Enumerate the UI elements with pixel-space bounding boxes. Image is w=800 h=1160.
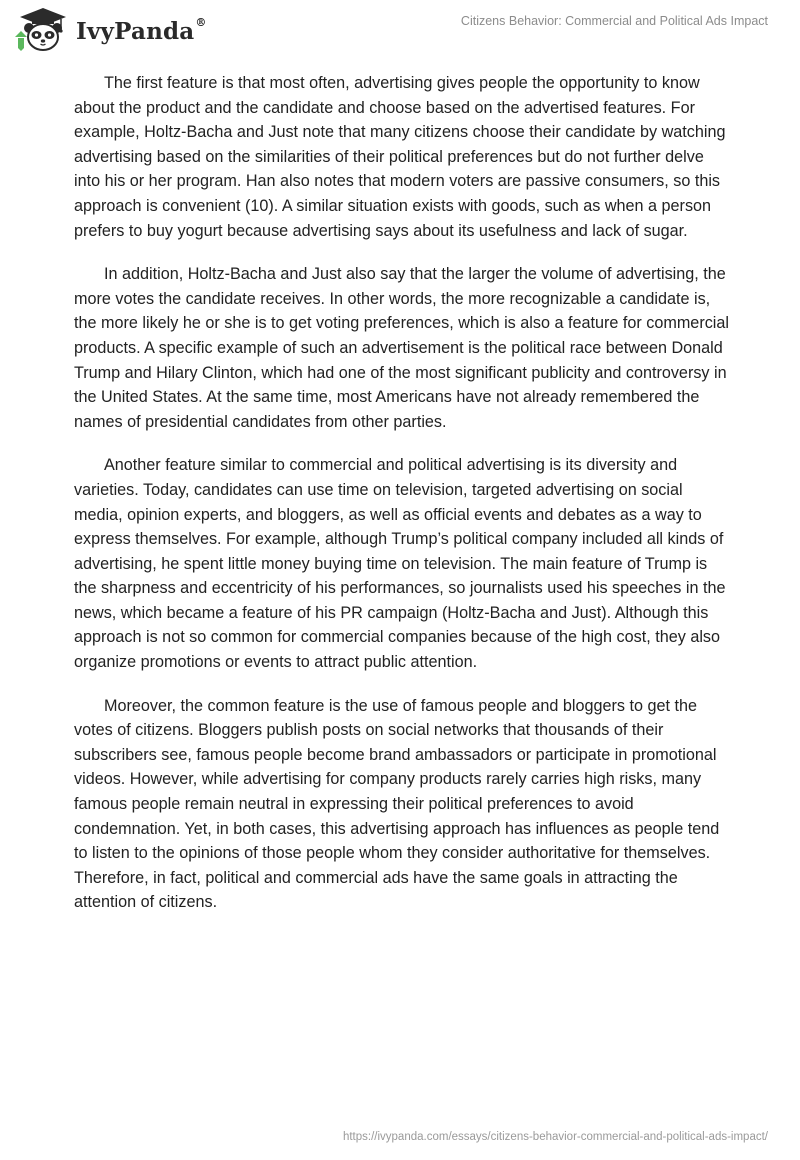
paragraph: Moreover, the common feature is the use of famous people and bloggers to get the votes of citizens. Bloggers publish posts on social networks that thousands of their subscribers see, famous people become brand ambassadors or participate in promotional videos. However, while advertising for company products rarely carries high risks, many famous people remain neutral in expressing their political preferences to avoid condemnation. Yet, in both cases, this advertising approach has influences as people tend to listen to the opinions of those people whom they consider authoritative for themselves. Therefore, in fact, political and commercial ads have the same goals in attracting the attention of citizens. [74,696,720,912]
panda-graduate-icon [14,6,72,52]
paragraph: The first feature is that most often, advertising gives people the opportunity to know about the product and the candidate and choose based on the advertised features. For example, Holtz-Bacha and Just note that many citizens choose their candidate by watching advertising based on the similarities of their political preferences but do not further delve into his or her program. Han also notes that modern voters are passive consumers, so this approach is convenient (10). A similar situation exists with goods, such as when a person prefers to buy yogurt because advertising says about its usefulness and lack of sugar. [74,74,726,240]
paragraph: In addition, Holtz-Bacha and Just also say that the larger the volume of advertising, the more votes the candidate receives. In other words, the more recognizable a candidate is, the more likely he or she is to get voting preferences, which is also a feature for commercial products. A specific example of such an advertisement is the political race between Donald Trump and Hilary Clinton, which had one of the most significant publicity and controversy in the United States. At the same time, most Americans have not already remembered the names of presidential candidates from other parties. [74,265,729,431]
logo-wordmark: IvyPanda® [76,15,207,45]
document-title: Citizens Behavior: Commercial and Political Ads Impact [460,14,768,28]
essay-body [74,71,734,934]
ivypanda-logo[interactable] [14,6,207,52]
paragraph: Another feature similar to commercial and political advertising is its diversity and varieties. Today, candidates can use time on television, targeted advertising on social media, opinion experts, and bloggers, as well as official events and debates as a way to express themselves. For example, although Trump’s political company included all kinds of advertising, he spent little money buying time on television. The main feature of Trump is the sharpness and eccentricity of his performances, so journalists used his speeches in the news, which became a feature of his PR campaign (Holtz-Bacha and Just). Although this approach is not so common for commercial companies because of the high cost, they also organize promotions or events to attract public attention. [74,456,726,672]
page-header [0,0,800,60]
source-url[interactable]: https://ivypanda.com/essays/citizens-behavior-commercial-and-political-ads-impact/ [342,1131,768,1143]
registered-mark: ® [195,15,207,29]
